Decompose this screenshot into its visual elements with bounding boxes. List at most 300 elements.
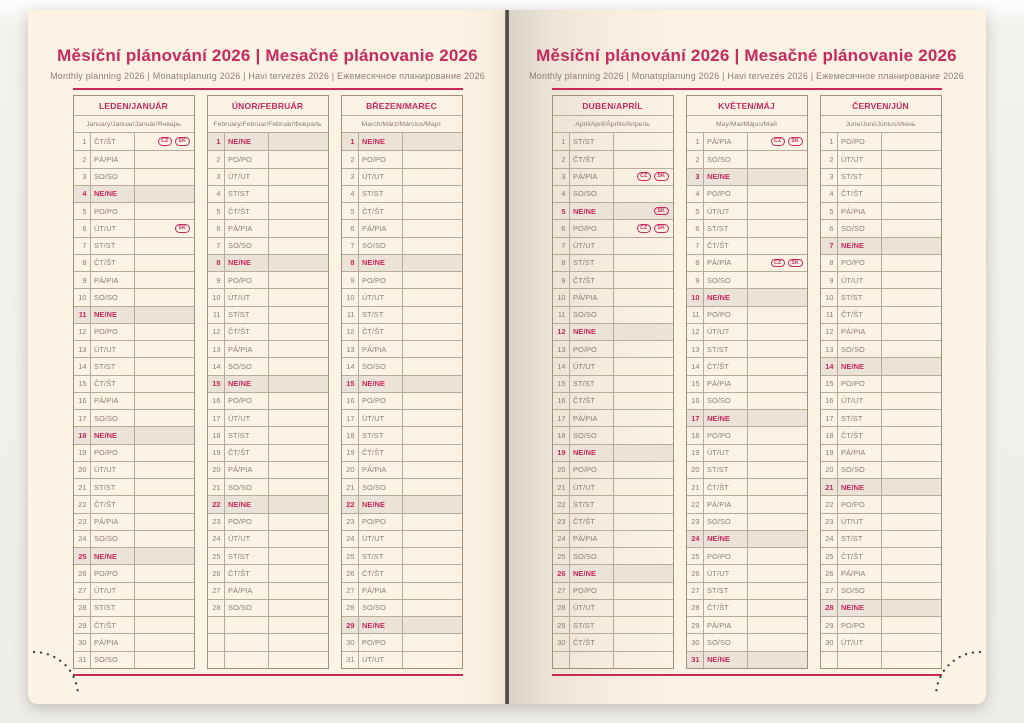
day-number [208, 634, 225, 650]
day-row [687, 375, 807, 392]
day-abbreviation: ČT/ŠT [570, 151, 614, 167]
months-row [552, 95, 942, 669]
day-number: 11 [687, 307, 704, 323]
day-note-cell [403, 358, 462, 374]
day-number: 3 [821, 169, 838, 185]
corner-perforation-mark-icon [30, 648, 82, 700]
day-note-cell [403, 583, 462, 599]
day-row [553, 530, 673, 547]
day-note-cell [614, 548, 673, 564]
day-row [687, 357, 807, 374]
day-abbreviation: NE/NE [838, 600, 882, 616]
day-row [74, 168, 194, 185]
day-note-cell [269, 393, 328, 409]
planner-spread [28, 10, 986, 704]
day-note-cell [269, 462, 328, 478]
day-abbreviation: PO/PO [570, 341, 614, 357]
day-note-cell [135, 393, 194, 409]
day-row [687, 288, 807, 305]
day-number: 19 [342, 445, 359, 461]
day-number: 15 [687, 376, 704, 392]
day-number: 20 [553, 462, 570, 478]
day-number: 24 [74, 531, 91, 547]
day-row [687, 633, 807, 650]
day-abbreviation: ST/ST [570, 376, 614, 392]
day-abbreviation: ÚT/UT [838, 514, 882, 530]
day-note-cell [882, 410, 941, 426]
header-rule [73, 88, 463, 90]
day-note-cell [614, 393, 673, 409]
day-number: 22 [208, 496, 225, 512]
day-row [208, 426, 328, 443]
day-row [342, 409, 462, 426]
day-note-cell [882, 548, 941, 564]
day-abbreviation: ÚT/UT [225, 169, 269, 185]
day-note-cell [748, 445, 807, 461]
day-row [821, 168, 941, 185]
day-number: 26 [74, 565, 91, 581]
day-abbreviation: NE/NE [225, 133, 269, 150]
day-number: 1 [553, 133, 570, 150]
day-abbreviation: PO/PO [704, 307, 748, 323]
day-note-cell [882, 514, 941, 530]
day-row [687, 254, 807, 271]
day-abbreviation: PÁ/PIA [838, 324, 882, 340]
day-number: 27 [553, 583, 570, 599]
day-abbreviation: PO/PO [359, 151, 403, 167]
day-row [342, 288, 462, 305]
day-note-cell [882, 583, 941, 599]
day-abbreviation: PÁ/PIA [704, 255, 748, 271]
day-row [342, 478, 462, 495]
day-note-cell [614, 427, 673, 443]
day-abbreviation: ST/ST [570, 496, 614, 512]
day-abbreviation: ÚT/UT [570, 600, 614, 616]
day-abbreviation: ST/ST [570, 617, 614, 633]
day-number: 19 [687, 445, 704, 461]
month-header: BŘEZEN/MAREC [342, 96, 462, 116]
day-note-cell [403, 634, 462, 650]
day-number: 28 [74, 600, 91, 616]
day-row [687, 530, 807, 547]
day-abbreviation: NE/NE [570, 324, 614, 340]
day-note-cell [269, 133, 328, 150]
day-number: 24 [553, 531, 570, 547]
day-abbreviation: ST/ST [91, 600, 135, 616]
day-abbreviation: ÚT/UT [570, 238, 614, 254]
day-abbreviation: SO/SO [91, 289, 135, 305]
day-note-cell [135, 514, 194, 530]
month-column-april [552, 95, 674, 669]
month-langs: June/Juni/Június/Июнь [821, 116, 941, 133]
day-number: 11 [342, 307, 359, 323]
day-note-cell [135, 462, 194, 478]
day-row [342, 513, 462, 530]
day-note-cell [614, 479, 673, 495]
day-row [821, 530, 941, 547]
day-note-cell [403, 410, 462, 426]
day-abbreviation: ČT/ŠT [359, 445, 403, 461]
day-row [553, 582, 673, 599]
day-abbreviation: ČT/ŠT [838, 548, 882, 564]
day-number: 4 [74, 186, 91, 202]
day-abbreviation: PO/PO [91, 203, 135, 219]
day-note-cell [403, 341, 462, 357]
day-number: 21 [821, 479, 838, 495]
day-row [821, 202, 941, 219]
day-row [821, 323, 941, 340]
day-number: 15 [74, 376, 91, 392]
day-row [821, 564, 941, 581]
day-number: 26 [342, 565, 359, 581]
day-row [821, 495, 941, 512]
day-abbreviation: NE/NE [838, 238, 882, 254]
day-abbreviation: ÚT/UT [838, 634, 882, 650]
day-abbreviation: SO/SO [225, 479, 269, 495]
day-abbreviation: ČT/ŠT [570, 393, 614, 409]
day-note-cell [748, 151, 807, 167]
day-note-cell [882, 133, 941, 150]
day-abbreviation [225, 652, 269, 668]
day-number: 6 [74, 220, 91, 236]
day-note-cell [748, 324, 807, 340]
day-abbreviation: NE/NE [704, 289, 748, 305]
day-abbreviation: ČT/ŠT [91, 133, 135, 150]
day-note-cell [269, 289, 328, 305]
day-note-cell [403, 272, 462, 288]
day-row [821, 306, 941, 323]
day-row [342, 168, 462, 185]
day-number: 27 [74, 583, 91, 599]
day-note-cell [614, 462, 673, 478]
day-note-cell [135, 133, 194, 150]
day-number: 21 [74, 479, 91, 495]
day-row [821, 185, 941, 202]
day-row [687, 513, 807, 530]
day-note-cell [748, 238, 807, 254]
day-number: 16 [342, 393, 359, 409]
day-number: 4 [342, 186, 359, 202]
day-abbreviation: PÁ/PIA [704, 376, 748, 392]
day-note-cell [614, 652, 673, 668]
holiday-badge-sk: SK [175, 224, 190, 233]
holiday-badge-cz: CZ [771, 137, 785, 146]
day-abbreviation: ČT/ŠT [838, 186, 882, 202]
day-row [342, 202, 462, 219]
day-abbreviation: SO/SO [704, 151, 748, 167]
day-note-cell [269, 617, 328, 633]
day-row [208, 254, 328, 271]
day-abbreviation: PÁ/PIA [91, 514, 135, 530]
day-number [208, 652, 225, 668]
day-number: 20 [342, 462, 359, 478]
day-row [74, 375, 194, 392]
day-number: 23 [74, 514, 91, 530]
day-number: 7 [342, 238, 359, 254]
day-abbreviation: ST/ST [704, 341, 748, 357]
day-abbreviation: PÁ/PIA [359, 341, 403, 357]
day-row [74, 202, 194, 219]
day-abbreviation: SO/SO [704, 272, 748, 288]
day-abbreviation: PÁ/PIA [838, 445, 882, 461]
day-row [342, 185, 462, 202]
day-note-cell [269, 565, 328, 581]
day-abbreviation: PO/PO [225, 151, 269, 167]
day-number: 30 [342, 634, 359, 650]
day-abbreviation: SO/SO [704, 514, 748, 530]
day-abbreviation: PÁ/PIA [570, 531, 614, 547]
day-number: 1 [208, 133, 225, 150]
day-row [821, 478, 941, 495]
day-row [208, 495, 328, 512]
day-number [208, 617, 225, 633]
day-abbreviation: ST/ST [91, 238, 135, 254]
day-number: 22 [553, 496, 570, 512]
day-row [687, 582, 807, 599]
day-row [74, 599, 194, 616]
day-abbreviation: SO/SO [91, 652, 135, 668]
day-abbreviation: ST/ST [359, 307, 403, 323]
day-abbreviation: ÚT/UT [359, 169, 403, 185]
day-note-cell [882, 169, 941, 185]
day-abbreviation: NE/NE [359, 255, 403, 271]
day-number: 5 [208, 203, 225, 219]
day-note-cell [135, 324, 194, 340]
day-row [208, 323, 328, 340]
day-row [342, 375, 462, 392]
day-note-cell [748, 410, 807, 426]
day-number: 17 [687, 410, 704, 426]
day-note-cell [748, 479, 807, 495]
day-note-cell [614, 341, 673, 357]
day-note-cell [135, 307, 194, 323]
day-number: 6 [553, 220, 570, 236]
day-abbreviation: ČT/ŠT [838, 427, 882, 443]
day-note-cell [135, 410, 194, 426]
day-number: 17 [208, 410, 225, 426]
month-langs: February/Februar/Február/Февраль [208, 116, 328, 133]
day-row [687, 495, 807, 512]
day-note-cell [269, 307, 328, 323]
day-number: 1 [687, 133, 704, 150]
day-number: 17 [553, 410, 570, 426]
day-row [821, 271, 941, 288]
day-number: 1 [74, 133, 91, 150]
day-note-cell [882, 272, 941, 288]
day-abbreviation: ÚT/UT [359, 531, 403, 547]
day-abbreviation: PÁ/PIA [704, 133, 748, 150]
day-row [553, 426, 673, 443]
day-abbreviation: NE/NE [704, 410, 748, 426]
footer-rule [73, 674, 463, 676]
day-note-cell [269, 376, 328, 392]
day-abbreviation: PO/PO [225, 272, 269, 288]
day-abbreviation: NE/NE [570, 203, 614, 219]
month-header: DUBEN/APRÍL [553, 96, 673, 116]
day-note-cell [748, 565, 807, 581]
day-abbreviation: ČT/ŠT [838, 307, 882, 323]
day-number: 18 [821, 427, 838, 443]
page-subtitle: Monthly planning 2026 | Monatsplanung 2026 | Havi tervezés 2026 | Ежемесячное планирование 2026 [50, 71, 485, 81]
day-row [553, 478, 673, 495]
day-abbreviation: SO/SO [838, 583, 882, 599]
day-abbreviation: PÁ/PIA [225, 583, 269, 599]
day-abbreviation: ČT/ŠT [225, 445, 269, 461]
day-row [821, 237, 941, 254]
day-note-cell [403, 307, 462, 323]
corner-perforation-mark-icon [932, 648, 984, 700]
day-abbreviation: ÚT/UT [838, 393, 882, 409]
day-number: 5 [687, 203, 704, 219]
day-abbreviation: PÁ/PIA [359, 462, 403, 478]
day-note-cell [748, 186, 807, 202]
day-abbreviation: NE/NE [359, 617, 403, 633]
day-row [342, 582, 462, 599]
day-note-cell [135, 617, 194, 633]
day-number: 24 [687, 531, 704, 547]
day-note-cell [403, 445, 462, 461]
day-note-cell [403, 203, 462, 219]
day-row [74, 409, 194, 426]
day-number: 28 [821, 600, 838, 616]
day-abbreviation: ÚT/UT [91, 220, 135, 236]
day-number: 10 [74, 289, 91, 305]
day-number: 13 [342, 341, 359, 357]
day-note-cell [135, 583, 194, 599]
day-note-cell [748, 255, 807, 271]
book-spine [505, 10, 509, 704]
day-abbreviation: NE/NE [570, 445, 614, 461]
day-row [687, 185, 807, 202]
day-row [74, 306, 194, 323]
day-row [208, 392, 328, 409]
day-number: 20 [74, 462, 91, 478]
day-row [821, 340, 941, 357]
day-note-cell [269, 272, 328, 288]
day-number: 21 [342, 479, 359, 495]
day-number: 13 [74, 341, 91, 357]
day-abbreviation: ÚT/UT [91, 341, 135, 357]
day-number: 22 [342, 496, 359, 512]
day-row [342, 651, 462, 668]
day-note-cell [882, 324, 941, 340]
day-abbreviation: ČT/ŠT [704, 479, 748, 495]
day-abbreviation: SO/SO [704, 393, 748, 409]
day-note-cell [748, 220, 807, 236]
day-abbreviation: ÚT/UT [225, 410, 269, 426]
day-note-cell [403, 565, 462, 581]
page-right [507, 10, 986, 704]
day-note-cell [882, 289, 941, 305]
day-row [74, 530, 194, 547]
day-abbreviation: PO/PO [225, 514, 269, 530]
day-abbreviation: SO/SO [91, 169, 135, 185]
day-row [821, 513, 941, 530]
day-note-cell [269, 514, 328, 530]
day-abbreviation: PÁ/PIA [359, 583, 403, 599]
day-abbreviation: PÁ/PIA [91, 151, 135, 167]
month-column-june [820, 95, 942, 669]
day-note-cell [614, 565, 673, 581]
day-number: 14 [687, 358, 704, 374]
month-header: LEDEN/JANUÁR [74, 96, 194, 116]
day-number: 23 [342, 514, 359, 530]
day-abbreviation: PÁ/PIA [91, 634, 135, 650]
day-number: 24 [208, 531, 225, 547]
day-number: 20 [821, 462, 838, 478]
day-row [687, 444, 807, 461]
day-number: 9 [74, 272, 91, 288]
day-abbreviation: ČT/ŠT [91, 255, 135, 271]
day-note-cell [882, 255, 941, 271]
day-abbreviation: PÁ/PIA [838, 565, 882, 581]
day-abbreviation: SO/SO [570, 186, 614, 202]
day-note-cell [135, 151, 194, 167]
day-row [821, 375, 941, 392]
day-number: 8 [74, 255, 91, 271]
day-abbreviation: PÁ/PIA [91, 393, 135, 409]
day-number: 4 [821, 186, 838, 202]
day-abbreviation: ÚT/UT [225, 531, 269, 547]
day-row [342, 444, 462, 461]
day-number: 10 [687, 289, 704, 305]
day-number: 11 [821, 307, 838, 323]
day-note-cell [882, 600, 941, 616]
day-abbreviation: SO/SO [359, 600, 403, 616]
day-note-cell [403, 393, 462, 409]
day-number: 30 [821, 634, 838, 650]
day-row [821, 633, 941, 650]
day-number: 18 [208, 427, 225, 443]
month-langs: May/Mai/Május/Май [687, 116, 807, 133]
day-row [553, 357, 673, 374]
day-row-empty [553, 651, 673, 668]
day-number: 10 [208, 289, 225, 305]
day-number: 29 [74, 617, 91, 633]
day-row [553, 547, 673, 564]
day-abbreviation: ČT/ŠT [359, 565, 403, 581]
day-note-cell [403, 186, 462, 202]
day-row [74, 185, 194, 202]
day-abbreviation: PO/PO [838, 133, 882, 150]
day-note-cell [882, 220, 941, 236]
day-number: 11 [553, 307, 570, 323]
day-row [687, 409, 807, 426]
day-number: 19 [553, 445, 570, 461]
day-abbreviation: PÁ/PIA [704, 496, 748, 512]
day-note-cell [135, 652, 194, 668]
day-abbreviation: ČT/ŠT [225, 565, 269, 581]
day-row [553, 375, 673, 392]
day-number: 26 [553, 565, 570, 581]
day-row [553, 219, 673, 236]
day-note-cell [882, 462, 941, 478]
day-note-cell [269, 238, 328, 254]
day-number: 5 [74, 203, 91, 219]
day-row [74, 323, 194, 340]
day-number: 25 [74, 548, 91, 564]
day-note-cell [614, 600, 673, 616]
month-column-january [73, 95, 195, 669]
day-row [74, 564, 194, 581]
day-number: 9 [553, 272, 570, 288]
day-abbreviation: ST/ST [570, 133, 614, 150]
day-note-cell [403, 289, 462, 305]
day-row [553, 288, 673, 305]
day-row [342, 547, 462, 564]
day-row [74, 495, 194, 512]
page-title: Měsíční plánování 2026 | Mesačné plánovanie 2026 [536, 46, 957, 65]
